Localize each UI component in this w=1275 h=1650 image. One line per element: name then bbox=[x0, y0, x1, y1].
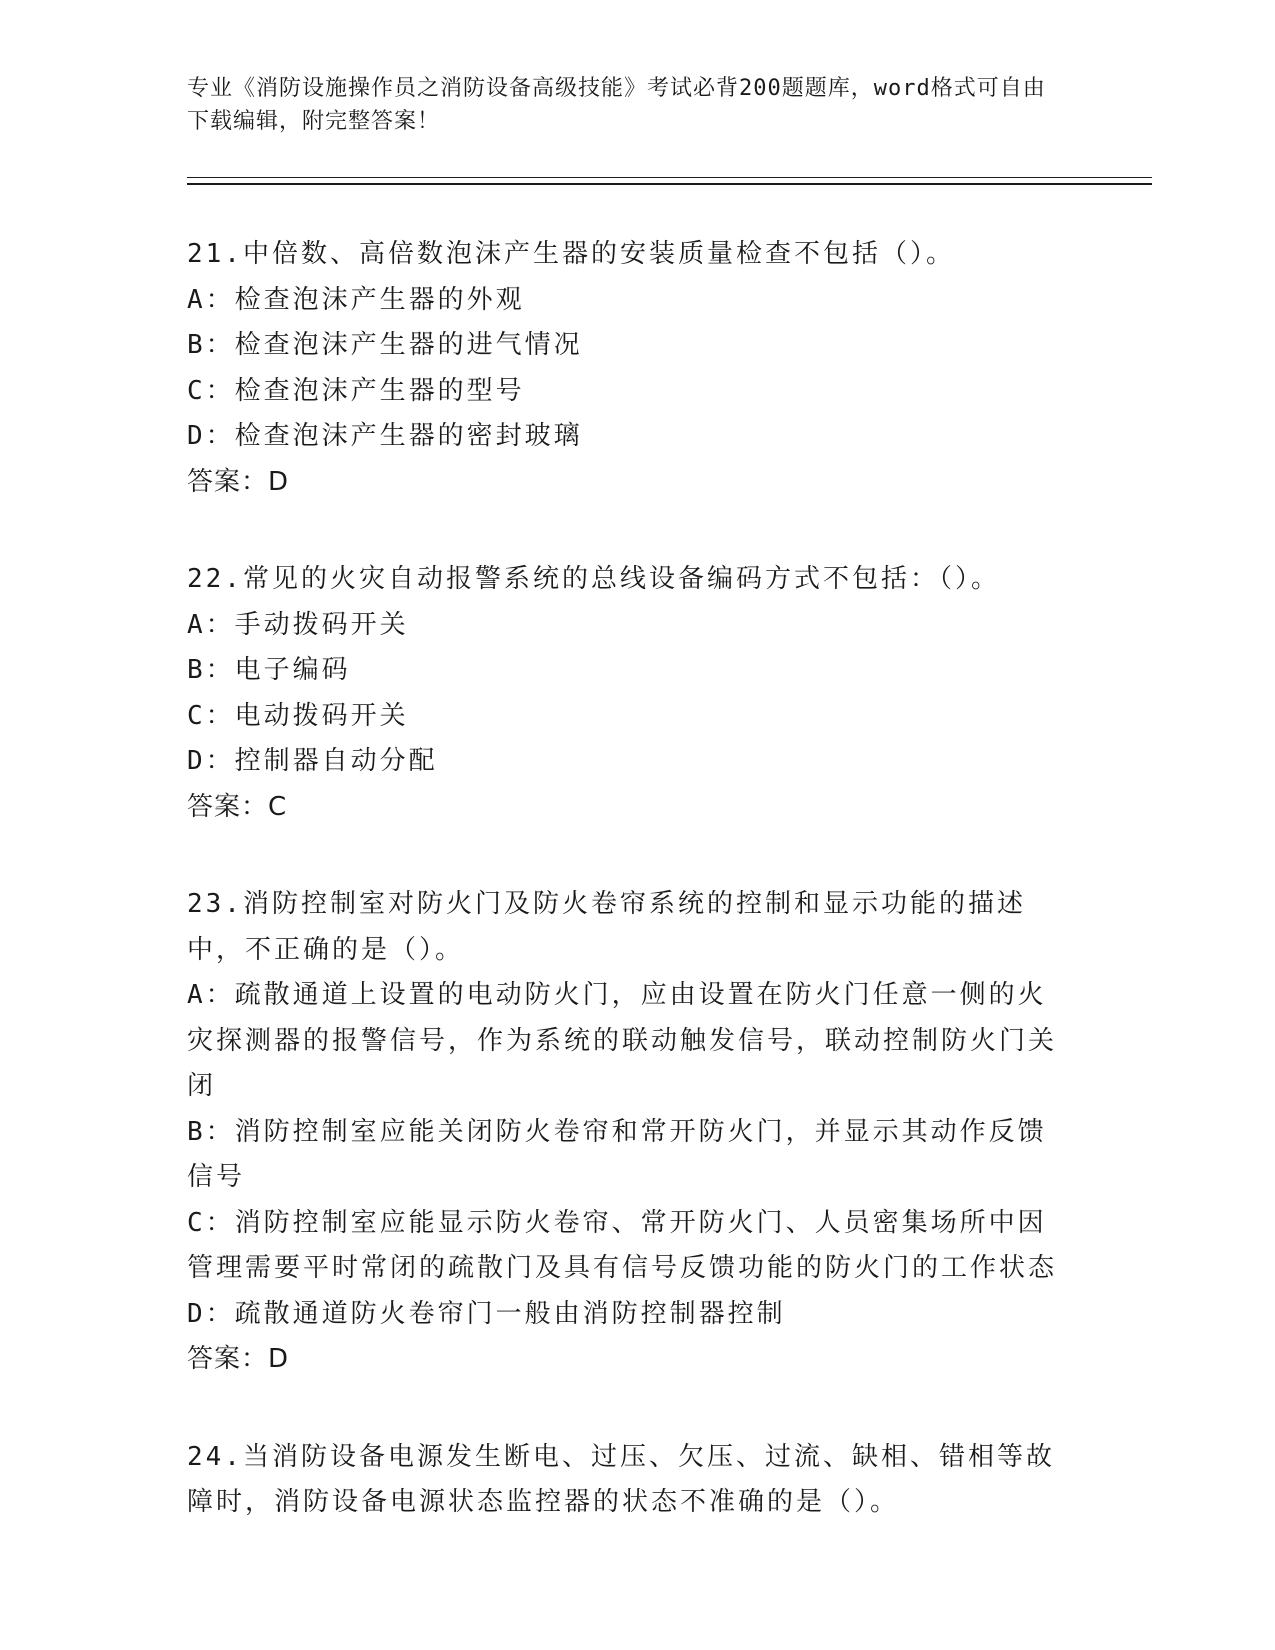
header-divider-top bbox=[187, 177, 1152, 178]
option-c: C：消防控制室应能显示防火卷帘、常开防火门、人员密集场所中因管理需要平时常闭的疏散门及具有信号反馈功能的防火门的工作状态 bbox=[187, 1207, 1058, 1283]
option-a: A：疏散通道上设置的电动防火门，应由设置在防火门任意一侧的火灾探测器的报警信号，作为系统的联动触发信号，联动控制防火门关闭 bbox=[187, 980, 1058, 1101]
question-23 bbox=[187, 882, 1067, 1383]
question-stem: 21.中倍数、高倍数泡沫产生器的安装质量检查不包括（）。 bbox=[187, 239, 955, 269]
question-21 bbox=[187, 232, 1067, 505]
option-d: D：检查泡沫产生器的密封玻璃 bbox=[187, 421, 583, 451]
option-b: B：消防控制室应能关闭防火卷帘和常开防火门，并显示其动作反馈信号 bbox=[187, 1116, 1047, 1192]
option-d: D：控制器自动分配 bbox=[187, 746, 438, 776]
option-a: A：手动拨码开关 bbox=[187, 609, 409, 640]
header-divider-bottom bbox=[187, 183, 1152, 185]
question-24 bbox=[187, 1435, 1067, 1526]
option-a: A：检查泡沫产生器的外观 bbox=[187, 284, 525, 315]
option-d: D：疏散通道防火卷帘门一般由消防控制器控制 bbox=[187, 1298, 786, 1329]
option-c: C：电动拨码开关 bbox=[187, 700, 409, 731]
question-stem: 24.当消防设备电源发生断电、过压、欠压、过流、缺相、错相等故障时，消防设备电源状态监控器的状态不准确的是（）。 bbox=[187, 1441, 1055, 1517]
option-b: B：检查泡沫产生器的进气情况 bbox=[187, 330, 583, 360]
answer: 答案：C bbox=[187, 791, 288, 822]
answer: 答案：D bbox=[187, 466, 290, 497]
question-list bbox=[187, 232, 1067, 1578]
question-22 bbox=[187, 557, 1067, 830]
option-c: C：检查泡沫产生器的型号 bbox=[187, 375, 525, 406]
answer: 答案：D bbox=[187, 1344, 290, 1374]
document-header: 专业《消防设施操作员之消防设备高级技能》考试必背200题题库，word格式可自由下载编辑，附完整答案！ bbox=[187, 76, 1046, 134]
question-stem: 23.消防控制室对防火门及防火卷帘系统的控制和显示功能的描述中，不正确的是（）。 bbox=[187, 889, 1026, 965]
question-stem: 22.常见的火灾自动报警系统的总线设备编码方式不包括：（）。 bbox=[187, 564, 1000, 594]
option-b: B：电子编码 bbox=[187, 655, 351, 685]
